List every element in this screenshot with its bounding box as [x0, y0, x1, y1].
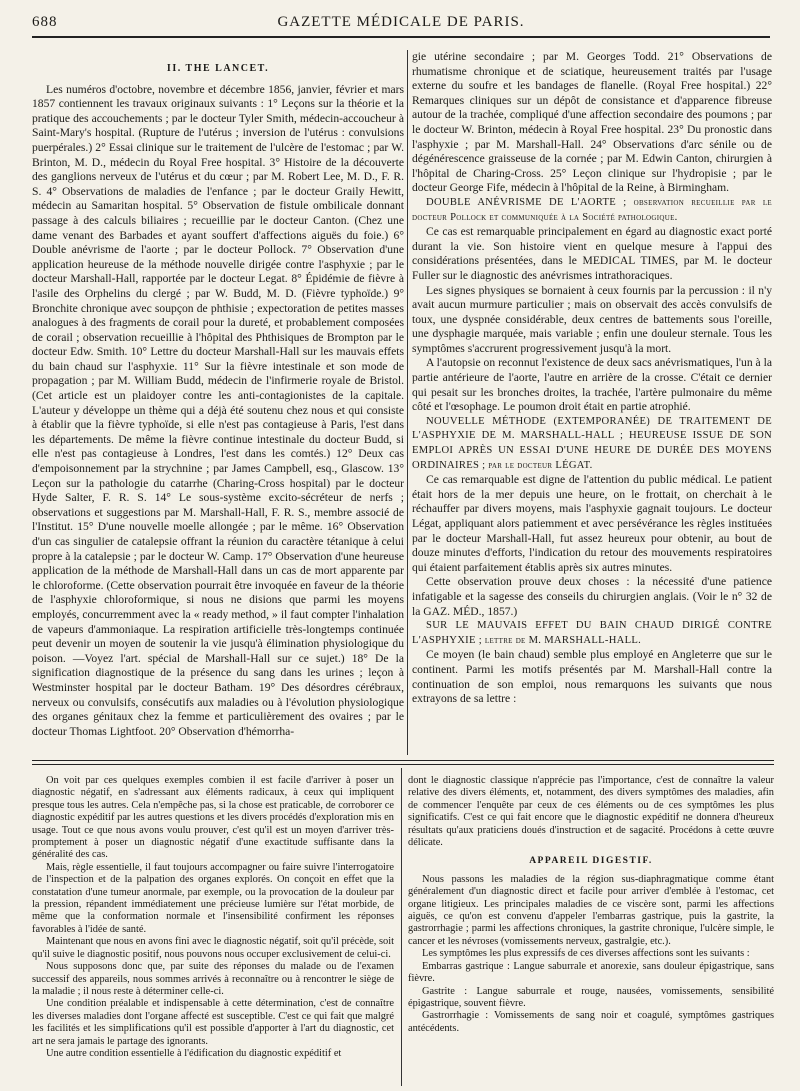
horizontal-divider-lower	[32, 764, 774, 765]
diagnostic-paragraph-6: Une autre condition essentielle à l'édification du diagnostic expéditif et	[46, 1047, 342, 1059]
digestive-entry-gastrorrhagie: Gastrorrhagie : Vomissements de sang noir et coagulé, symptômes gastriques antécédents.	[408, 1010, 774, 1034]
article-asphyxia-paragraph-1: Ce cas remarquable est digne de l'attention du public médical. Le patient était hors de la mer depuis une heure, on le frottait, on cherchait à le réchauffer par divers moyens, mais l'asphyxie gagnait toujours. Le docteur Légat, appliquant alors patiemment et avec persévérance les règles instituées par le docteur Marshall-Hall, fut assez heureux pour obtenir, au bout de douze minutes d'efforts, l'indication du retour des mouvements respiratoires qui étaient parfaitement établis après six autres minutes.	[412, 473, 772, 574]
column-divider-lower	[401, 768, 402, 1086]
lancet-list-continuation: gie utérine secondaire ; par M. Georges Todd. 21° Observations de rhumatisme chronique et de sciatique, heureusement traités par l'usage externe du soufre et les bandages de flanelle. (Royal Free hospital.) 22° Remarques cliniques sur un dépôt de consistance et d'apparence fibreuse autour de la trachée, compliqué d'une affection secondaire des poumons ; par le docteur W. Brinton, médecin à Royal Free hospital. 23° Du pronostic dans l'asphyxie ; par M. Marshall-Hall. 24° Observations d'arc sénile ou de dégénérescence graisseuse de la cornée ; par M. Edwin Canton, chirurgien à l'hôpital de Charing-Cross. 25° Leçon clinique sur l'hydropisie ; par le docteur George Fife, médecin à l'hôpital de la Reine, à Birmingham.	[412, 50, 772, 195]
article-aneurysm-paragraph-3: A l'autopsie on reconnut l'existence de deux sacs anévrismatiques, l'un à la partie antérieure de l'aorte, l'autre en arrière de la crosse. C'était ce dernier qui pesait sur les bronches droites, la trachée, l'artère pulmonaire du même côté et l'œsophage. Le poumon droit était en partie atrophié.	[412, 356, 772, 414]
article-heading-aneurysm: DOUBLE ANÉVRISME DE L'AORTE ; observation recueillie par le docteur Pollock et communiquée à la Société pathologique.	[412, 196, 772, 223]
article-aneurysm-paragraph-1: Ce cas est remarquable principalement en égard au diagnostic exact porté durant la vie. Son histoire vient en quelque mesure à l'appui des considérations présentées, dans le MEDICAL TIMES, par M. le docteur Fuller sur le diagnostic des anévrismes intrathoraciques.	[412, 225, 772, 282]
lower-right-column	[408, 775, 774, 1085]
upper-right-column	[412, 50, 772, 755]
diagnostic-paragraph-4: Nous supposons donc que, par suite des réponses du malade ou de l'examen successif des appareils, nous sommes arrivés à reconnaître ou à rencontrer le siège de la maladie ; il nous reste à déterminer celle-ci.	[32, 961, 394, 997]
diagnostic-continuation: dont le diagnostic classique n'apprécie pas l'importance, c'est de connaître la valeur relative des divers éléments, et, notamment, des divers symptômes des maladies, afin de commencer l'enquête par ceux de ces éléments ou de ces symptômes les plus significatifs. C'est ce qui fait encore que le diagnostic expéditif ne donnera d'heureux résultats qu'aux praticiens doués d'instruction et de sagacité. Procédons à cette œuvre délicate.	[408, 775, 774, 849]
article-asphyxia-paragraph-2: Cette observation prouve deux choses : la nécessité d'une patience infatigable et la sagesse des conseils du chirurgien anglais. (Voir le n° 32 de la GAZ. MÉD., 1857.)	[412, 575, 772, 618]
diagnostic-paragraph-5: Une condition préalable et indispensable à cette détermination, c'est de connaître les diverses maladies dont l'organe affecté est susceptible. C'est ce qui fait que malgré les facilités et les simplifications qu'il est possible d'apporter à l'art du diagnostic, cet art ne sera jamais le partage des ignorants.	[32, 998, 394, 1047]
digestive-entry-gastrite: Gastrite : Langue saburrale et rouge, nausées, vomissements, sensibilité épigastrique, souvent fièvre.	[408, 985, 774, 1009]
digestive-entry-embarras: Embarras gastrique : Langue saburrale et anorexie, sans douleur épigastrique, sans fièvre.	[408, 960, 774, 985]
running-header	[32, 10, 770, 38]
diagnostic-paragraph-1: On voit par ces quelques exemples combien il est facile d'arriver à poser un diagnostic négatif, en s'adressant aux éléments radicaux, à ceux qui impliquent presque tous les autres. Cela n'empêche pas, si la chose est praticable, de corroborer ce diagnostic expéditif par les autres questions et les divers procédés d'exploration mis en usage. Tout ce que nous avons voulu prouver, c'est qu'il est un moyen d'arriver très-promptement à poser un diagnostic négatif d'une exactitude suffisante dans la généralité des cas.	[32, 775, 394, 861]
article-heading-asphyxia-method: NOUVELLE MÉTHODE (EXTEMPORANÉE) DE TRAITEMENT DE L'ASPHYXIE DE M. MARSHALL-HALL ; HEUREUSE ISSUE DE SON EMPLOI APRÈS UN ESSAI D'UNE HEURE DE DURÉE DES MOYENS ORDINAIRES ; par le docteur LÉGAT.	[412, 415, 772, 471]
digestive-paragraph-1: Nous passons les maladies de la région sus-diaphragmatique comme étant généralement d'un diagnostic direct et facile pour arriver d'emblée à l'estomac, cet organe litigieux. Les principales maladies de ce viscère sont, parmi les affections aiguës, ce qu'on est convenu d'appeler l'embarras gastrique, puis la gastrite, la gastrorrhagie ; parmi les affections chroniques, la gastrite chronique, l'ulcère simple, le cancer et les névroses (vomissements nerveux, gastralgie, etc.).	[408, 873, 774, 947]
journal-title: GAZETTE MÉDICALE DE PARIS.	[277, 14, 525, 30]
article-hot-bath-paragraph-1: Ce moyen (le bain chaud) semble plus employé en Angleterre que sur le continent. Parmi les motifs présentés par M. Marshall-Hall contre la continuation de son emploi, nous remarquons les suivants que nous extrayons de sa lettre :	[412, 648, 772, 706]
upper-left-column	[32, 62, 404, 754]
article-aneurysm-paragraph-2: Les signes physiques se bornaient à ceux fournis par la percussion : il n'y avait aucun murmure particulier ; mais on observait des accès convulsifs de toux, une dyspnée considérable, deux centres de battements sous l'oreille, une dysphagie marquée, mais variable ; enfin une douleur sternale. Tous les symptômes s'accrurent progressivement jusqu'à la mort.	[412, 283, 772, 355]
page-number: 688	[32, 14, 58, 30]
digestive-paragraph-2: Les symptômes les plus expressifs de ces diverses affections sont les suivants :	[422, 948, 750, 960]
lancet-summary-paragraph: Les numéros d'octobre, novembre et décembre 1856, janvier, février et mars 1857 contiennent les travaux originaux suivants : 1° Leçons sur la théorie et la pratique des accouchements ; par le docteur Tyler Smith, médecin-accoucheur à Saint-Mary's hospital. (Rupture de l'utérus ; inversion de l'utérus : convulsions puerpérales.) 2° Essai clinique sur le traitement de l'ulcère de l'estomac ; par W. Brinton, M. D., médecin du Royal Free hospital. 3° Histoire de la découverte des ganglions nerveux de l'utérus et du cœur ; par M. Robert Lee, M. D., F. R. S. 4° Observations de maladies de l'enfance ; par le docteur Graily Hewitt, médecin au Samaritan hospital. 5° Observation de fistule ombilicale donnant passage à des calculs biliaires ; recueillie par le docteur Canton. (Chez une dame venant des Barbades et ayant souffert d'affections aiguës du foie.) 6° Double anévrisme de l'aorte ; par le docteur Pollock. 7° Observation d'une application heureuse de la méthode nouvelle dirigée contre l'asphyxie ; par le docteur Marshall-Hall, rapportée par le docteur Legat. 8° Épidémie de fièvre à l'asile des Orphelins du clergé ; par W. Budd, M. D. (Fièvre typhoïde.) 9° Bronchite chronique avec soupçon de phthisie ; expectoration de petites masses analogues à des fragments de corail pour la dureté, et probablement composées de corail ; observation recueillie à l'hôpital des Phthisiques de Brompton par le docteur Edw. Smith. 10° Lettre du docteur Marshall-Hall sur les mauvais effets du bain chaud sur l'asphyxie. 11° Sur la fièvre intestinale et son mode de propagation ; par M. William Budd, médecin de l'infirmerie royale de Bristol. (Cet article est un plaidoyer contre les anti-contagionistes de la capitale. L'auteur y développe un thème qui a déjà été soutenu chez nous et qui consiste à établir que la fièvre typhoïde, si elle n'est pas contagieuse à Paris, l'est dans les départements. De même la fièvre continue intestinale du docteur Budd, si elle n'est pas contagieuse à Londres, l'est dans les comtés.) 12° Deux cas d'empoisonnement par la strychnine ; par James Campbell, esq., Glascow. 13° Leçon sur la pathologie du catarrhe (Charing-Cross hospital) par le docteur Hyde Salter, F. R. S. 14° Le sous-système excito-sécréteur de nerfs ; observations et suggestions par M. Marshall-Hall, F. R. S., membre associé de l'Institut. 15° D'une nouvelle moelle allongée ; par le même. 16° Observation d'un cas singulier de catalepsie offrant la réunion du caractère tétanique à celui propre à la catalepsie ; par le docteur W. Camp. 17° Observation d'une heureuse application de la méthode de Marshall-Hall dans un cas de mort apparente par le chloroforme. (Cette observation pourrait être invoquée en faveur de la théorie de l'asphyxie chloroformique, si nous ne disions que parmi les moyens employés, concurremment avec la « ready method, » il faut compter l'inhalation de vapeurs d'ammoniaque. La respiration artificielle très-longtemps continuée peut devenir un moyen de soutenir la vie jusqu'à élimination physiologique du poison. —Voyez l'art. spécial de Marshall-Hall sur ce sujet.) 18° De la signification diagnostique de la présence du sang dans les urines ; leçon à Westminster hospital par le docteur Batham. 19° Des désordres cérébraux, nerveux ou convulsifs, consécutifs aux maladies ou à l'évolution physiologique des organes génitaux chez la femme et particulièrement des ovaires ; par le docteur Thomas Lightfoot. 20° Observation d'hémorrha-	[32, 82, 404, 738]
diagnostic-paragraph-3: Maintenant que nous en avons fini avec le diagnostic négatif, soit qu'il précède, soit qu'il suive le diagnostic positif, nous pouvons nous occuper exclusivement de celui-ci.	[32, 936, 394, 960]
section-heading-digestive: APPAREIL DIGESTIF.	[529, 856, 653, 867]
article-heading-hot-bath: SUR LE MAUVAIS EFFET DU BAIN CHAUD DIRIGÉ CONTRE L'ASPHYXIE ; lettre de M. MARSHALL-HALL.	[412, 620, 772, 646]
horizontal-divider-upper	[32, 760, 774, 761]
diagnostic-paragraph-2: Mais, règle essentielle, il faut toujours accompagner ou faire suivre l'interrogatoire de l'inspection et de la palpation des organes explorés. On conçoit en effet que la constatation d'une tumeur anormale, par exemple, ou la provocation de la douleur par la pression, répandent immédiatement une précieuse lumière sur l'état morbide, de même que la conformation normale et l'insensibilité confirment les réponses favorables à l'idée de santé.	[32, 861, 394, 935]
lower-left-column	[32, 775, 394, 1085]
column-divider-upper	[407, 50, 408, 755]
section-heading-lancet: II. THE LANCET.	[166, 63, 270, 74]
